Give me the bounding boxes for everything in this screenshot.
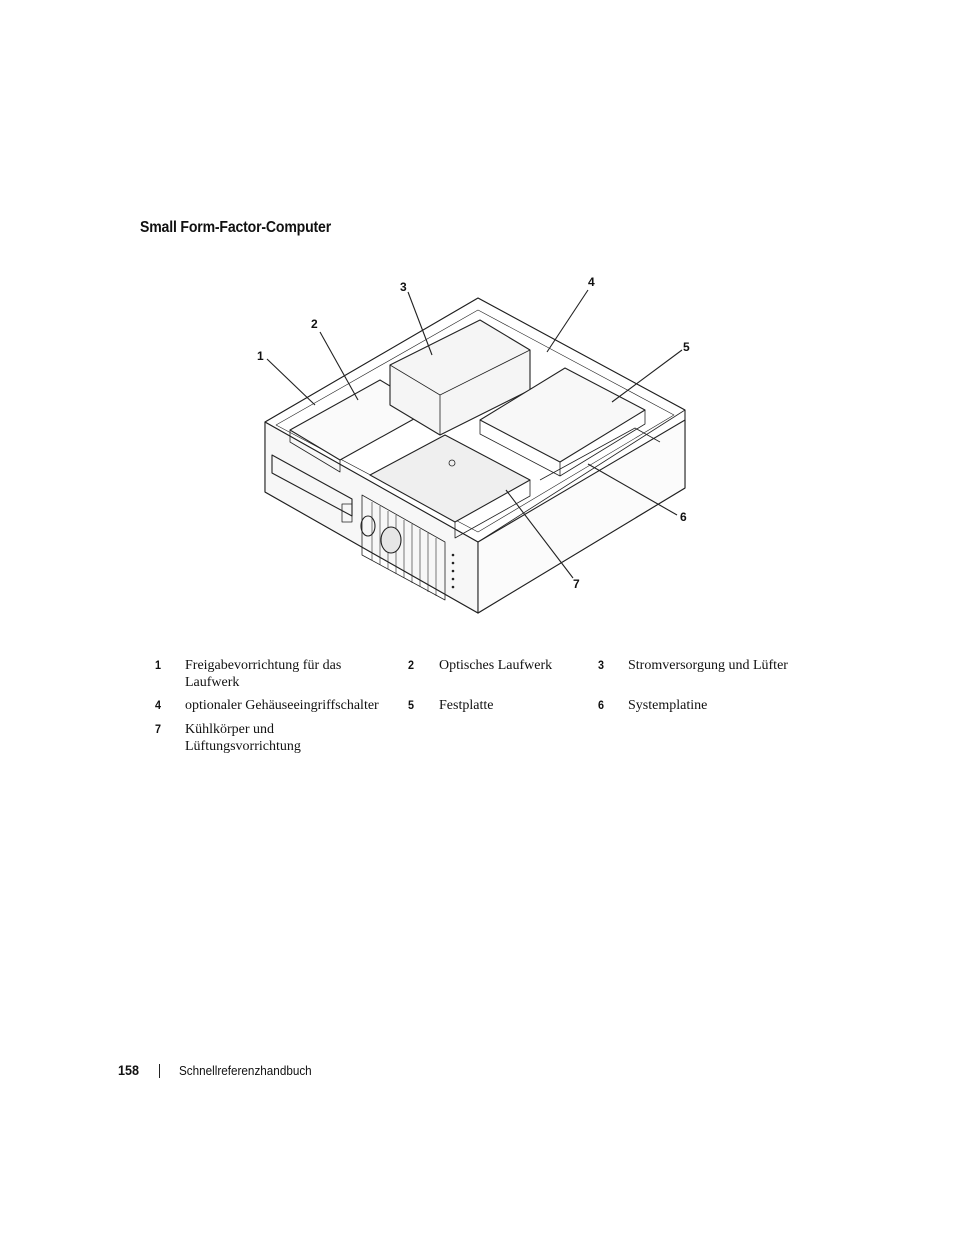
leader-line — [547, 290, 588, 352]
legend-text: Freigabevorrichtung für das Laufwerk — [185, 658, 342, 690]
legend-number: 1 — [155, 658, 162, 672]
callout-label: 1 — [257, 349, 264, 363]
callout-3 — [400, 280, 432, 355]
callout-label: 7 — [573, 577, 580, 591]
footer-divider — [159, 1064, 160, 1078]
section-heading: Small Form-Factor-Computer — [140, 219, 332, 236]
callout-label: 6 — [680, 510, 687, 524]
legend-text: Kühlkörper und Lüftungsvorrichtung — [185, 722, 301, 754]
callout-4 — [547, 275, 595, 352]
legend-text: Stromversorgung und Lüfter — [628, 658, 788, 673]
legend-number: 3 — [598, 658, 605, 672]
callout-label: 5 — [683, 340, 690, 354]
dell-logo-badge — [381, 527, 401, 553]
footer-title: Schnellreferenzhandbuch — [179, 1063, 312, 1078]
callout-1 — [257, 349, 315, 405]
callout-2 — [311, 317, 358, 400]
callout-label: 2 — [311, 317, 318, 331]
leader-line — [267, 359, 315, 405]
legend-text: Systemplatine — [628, 698, 708, 713]
legend-number: 7 — [155, 722, 162, 736]
legend-number: 6 — [598, 698, 605, 712]
callout-label: 4 — [588, 275, 595, 289]
legend-text: Festplatte — [439, 698, 494, 713]
legend-number: 2 — [408, 658, 415, 672]
page-number: 158 — [118, 1062, 140, 1078]
leader-line — [320, 332, 358, 400]
line-drawing — [240, 270, 700, 620]
legend-text: optionaler Gehäuseeingriffschalter — [185, 698, 379, 713]
leader-line — [408, 292, 432, 355]
legend-number: 5 — [408, 698, 415, 712]
legend-number: 4 — [155, 698, 162, 712]
computer-interior-illustration — [240, 270, 700, 620]
callout-label: 3 — [400, 280, 407, 294]
callout-5 — [612, 340, 690, 402]
legend-text: Optisches Laufwerk — [439, 658, 553, 673]
